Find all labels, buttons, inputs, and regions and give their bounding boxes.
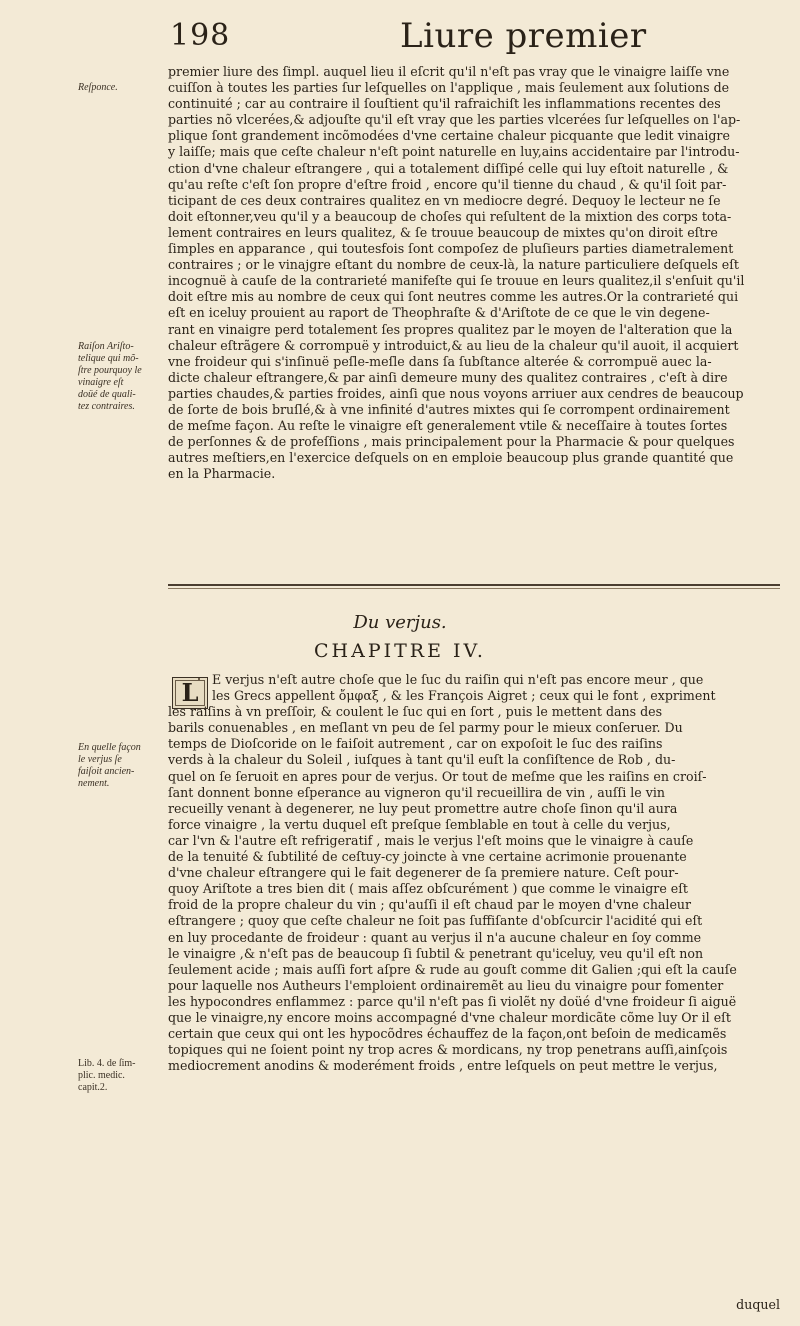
text-line: ſimples en apparance , qui toutesfois ſont compoſez de pluſieurs parties diametralement [168,241,734,257]
text-line: quoy Ariſtote a tres bien dit ( mais aſſez obſcurément ) que comme le vinaigre eſt [168,881,688,897]
text-line: rant en vinaigre perd totalement ſes propres qualitez par le moyen de l'alteration que la [168,321,733,337]
text-line: d'vne chaleur eſtrangere qui le fait degenerer de ſa premiere nature. Ceſt pour- [168,865,679,881]
text-line: continuité ; car au contraire il ſouſtient qu'il rafraichiſt les inflammations recentes des [168,96,721,112]
text-line: ction d'vne chaleur eſtrangere , qui a totalement diſſipé celle qui luy eſtoit naturelle , & [168,160,729,176]
text-line: cuiſſon à toutes les parties ſur leſquelles on l'applique , mais ſeulement aux ſolutions de [168,80,730,96]
margin-note-line: tez contraires. [78,401,135,412]
text-line: les Grecs appellent ὄμφαξ , & les François Aigret ; ceux qui le font , expriment [212,688,716,704]
text-line: doit eſtre mis au nombre de ceux qui ſont neutres comme les autres.Or la contrarieté qui [168,289,739,305]
margin-note-line: nement. [78,778,110,789]
catchword: duquel [736,1297,780,1312]
margin-note-line: En quelle façon [78,742,141,753]
running-head: Liure premier [400,16,647,56]
text-line: verds à la chaleur du Soleil , iuſques à tant qu'il euſt la conſiſtence de Rob , du- [168,752,676,768]
text-line: recueilly venant à degenerer, ne luy peut promettre autre choſe ſinon qu'il aura [168,800,678,816]
text-line: en la Pharmacie. [168,466,276,482]
text-line: de la tenuité & ſubtilité de ceſtuy-cy joincte à vne certaine acrimonie prouenante [168,849,687,865]
text-line: ſant donnent bonne eſperance au vigneron qu'il recueillira de vin , auſſi le vin [168,784,665,800]
text-line: ticipant de ces deux contraires qualitez en vn mediocre degré. Dequoy le lecteur ne ſe [168,192,721,208]
text-line: plique ſont grandement incõmodées d'vne certaine chaleur picquante que ledit vinaigre [168,128,730,144]
section-title: Du verjus. [353,612,447,633]
margin-note-facon [78,742,166,790]
page-header [0,18,800,58]
text-line: quel on ſe ſeruoit en apres pour de verjus. Or tout de meſme que les raiſins en croiſ- [168,768,707,784]
margin-note-lib [78,1058,166,1094]
text-line: les hypocondres enflammez : parce qu'il n'eſt pas ſi violẽt ny doüé d'vne froideur ſi aiguë [168,993,737,1009]
text-line: eſt en iceluy prouient au raport de Theophraſte & d'Ariſtote de ce que le vin degene- [168,305,710,321]
text-line: premier liure des ſimpl. auquel lieu il eſcrit qu'il n'eſt pas vray que le vinaigre laiſſe vne [168,64,730,79]
margin-note-line: ſtre pourquoy le [78,365,142,376]
text-line: chaleur eſtrãgere & corrompuë y introduict,& au lieu de la chaleur qu'il auoit, il acquiert [168,337,739,353]
text-line: E verjus n'eſt autre choſe que le ſuc du raiſin qui n'eſt pas encore meur , que [212,672,704,687]
text-line: contraires ; or le vinajgre eſtant du nombre de ceux-là, la nature particuliere deſquels eſt [168,257,739,273]
chapter-title: CHAPITRE IV. [314,640,486,662]
text-line: barils conuenables , en meſlant vn peu de ſel parmy pour le mieux conſeruer. Du [168,720,683,736]
text-line: que le vinaigre,ny encore moins accompagné d'vne chaleur mordicãte cõme luy Or il eſt [168,1009,731,1025]
section-rule [168,584,780,586]
text-line: mediocrement anodins & moderément froids , entre leſquels on peut mettre le verjus, [168,1058,718,1074]
text-line: pour laquelle nos Autheurs l'emploient ordinairemẽt au lieu du vinaigre pour fomenter [168,977,724,993]
margin-note-line: doüé de quali- [78,389,136,400]
text-line: en luy procedante de froideur : quant au verjus il n'a aucune chaleur en ſoy comme [168,929,702,945]
text-line: ſeulement acide ; mais auſſi fort aſpre & rude au gouſt comme dit Galien ;qui eſt la cauſe [168,961,737,977]
margin-note-line: vinaigre eſt [78,377,124,388]
text-line: doit eſtonner,veu qu'il y a beaucoup de choſes qui reſultent de la mixtion des corps tota- [168,208,732,224]
text-line: froid de la propre chaleur du vin ; qu'auſſi il eſt chaud par le moyen d'vne chaleur [168,897,692,913]
margin-note-line: telique qui mõ- [78,353,139,364]
margin-note-line: Raiſon Ariſto- [78,341,134,352]
margin-note-line: plic. medic. [78,1070,125,1081]
text-line: certain que ceux qui ont les hypocõdres échauffez de la façon,ont beſoin de medicamẽs [168,1026,727,1042]
text-line: y laiſſe; mais que ceſte chaleur n'eſt point naturelle en luy,ains accidentaire par l'introdu- [168,144,740,160]
text-line: vne froideur qui s'inſinuë peſle-meſle dans ſa ſubſtance alterée & corrompuë auec la- [168,353,712,369]
text-line: de meſme façon. Au reſte le vinaigre eſt generalement vtile & neceſſaire à toutes ſortes [168,418,728,434]
section-rule-thin [168,588,780,589]
margin-note-responce [78,82,166,94]
text-line: qu'au reſte c'eſt ſon propre d'eſtre froid , encore qu'il tienne du chaud , & qu'il ſoit par- [168,176,727,192]
margin-note-line: Reſponce. [78,82,118,93]
text-line: topiques qui ne ſoient point ny trop acres & mordicans, ny trop penetrans auſſi,ainſçois [168,1042,728,1058]
text-line: parties chaudes,& parties froides, ainſi que nous voyons arriuer aux cendres de beaucoup [168,385,744,401]
margin-note-line: Lib. 4. de ſim- [78,1058,136,1069]
text-line: autres meſtiers,en l'exercice deſquels on en emploie beaucoup plus grande quantité que [168,450,734,466]
text-line: force vinaigre , la vertu duquel eſt preſque ſemblable en tout à celle du verjus, [168,816,671,832]
page-number: 198 [170,18,231,53]
margin-note-line: faiſoit ancien- [78,766,135,777]
text-line: de perſonnes & de profeſſions , mais principalement pour la Pharmacie & pour quelques [168,434,735,450]
text-line: temps de Dioſcoride on le faiſoit autrement , car on expoſoit le ſuc des raiſins [168,736,663,752]
text-line: incognuë à cauſe de la contrarieté manifeſte qui ſe trouue en leurs qualitez,il s'enſuit qu'il [168,273,745,289]
text-line: dicte chaleur eſtrangere,& par ainſi demeure muny des qualitez contraires , c'eſt à dire [168,369,728,385]
text-line: car l'vn & l'autre eſt refrigeratif , mais le verjus l'eſt moins que le vinaigre à cauſe [168,832,694,848]
paragraph-1 [168,64,780,482]
margin-note-line: capit.2. [78,1082,108,1093]
text-line: les raiſins à vn preſſoir, & coulent le ſuc qui en ſort , puis le mettent dans des [168,704,663,720]
text-line: eſtrangere ; quoy que ceſte chaleur ne ſoit pas ſuffiſante d'obſcurcir l'acidité qui eſt [168,913,703,929]
drop-cap-initial: L [172,677,208,709]
margin-note-line: le verjus ſe [78,754,122,765]
text-line: lement contraires en leurs qualitez, & ſe trouue beaucoup de mixtes qu'on diroit eſtre [168,224,718,240]
margin-note-raison [78,341,166,413]
text-line: de ſorte de bois bruſlé,& à vne infinité d'autres mixtes qui ſe corrompent ordinairement [168,401,730,417]
paragraph-2 [168,672,780,1074]
text-line: le vinaigre ,& n'eſt pas de beaucoup ſi ſubtil & penetrant qu'iceluy, veu qu'il eſt non [168,945,704,961]
text-line: parties nõ vlcerées,& adjouſte qu'il eſt vray que les parties vlcerées ſur leſquelles on l'ap- [168,112,741,128]
